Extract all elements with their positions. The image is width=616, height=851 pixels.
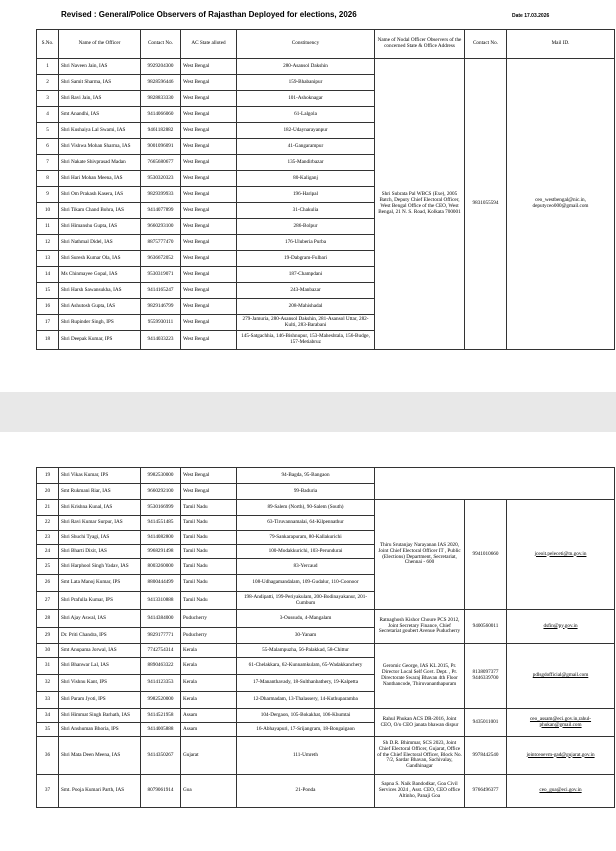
constituency-cell: 63-Tiruvannamalai, 64-Kilpennathur xyxy=(237,516,375,531)
serial-number-cell: 36 xyxy=(37,737,59,775)
serial-number-cell: 5 xyxy=(37,123,59,139)
officer-name-cell: Shri Vishnu Kant, IPS xyxy=(59,675,141,692)
constituency-cell: 101-Ashoknagar xyxy=(237,91,375,107)
nodal-officer-cell: Shri Subrata Pal WBCS (Exe), 2005 Batch, Deputy Chief Electoral Officer, West Bengal Office of the CEO, West Bengal, 21 N. S. Road, Kolkata 700001 xyxy=(375,59,465,350)
constituency-cell: 135-Mandirbazar xyxy=(237,155,375,171)
constituency-cell: 176-Uluberia Purba xyxy=(237,235,375,251)
constituency-cell: 108-Udhagamandalam, 109-Gudalur, 110-Coonoor xyxy=(237,575,375,592)
serial-number-cell: 32 xyxy=(37,675,59,692)
serial-number-cell: 34 xyxy=(37,709,59,723)
officer-contact-cell: 9559930111 xyxy=(141,315,181,331)
officer-name-cell: Shri Harphool Singh Yadav, IAS xyxy=(59,559,141,575)
officer-name-cell: Smt Rukmani Riar, IAS xyxy=(59,484,141,500)
nodal-contact-cell: 9435011001 xyxy=(465,709,507,737)
serial-number-cell: 24 xyxy=(37,545,59,559)
officer-contact-cell: 9660292100 xyxy=(141,484,181,500)
nodal-mail-cell: jointceoevm-gad@gujarat.gov.in xyxy=(507,737,615,775)
state-cell: West Bengal xyxy=(181,139,237,155)
table-row xyxy=(37,775,615,808)
officer-name-cell: Shri Ashutosh Gupta, IAS xyxy=(59,299,141,315)
officer-name-cell: Shri Vishwa Mohan Sharma, IAS xyxy=(59,139,141,155)
state-cell: West Bengal xyxy=(181,331,237,350)
nodal-officer-cell: Geromic George, IAS KL 2015, Pr. Director Local Self Govt. Dept. , Pr. Directorate Swaraj Bhavan 4th Floor Nanthancode, Thiruvananthapuram xyxy=(375,644,465,709)
serial-number-cell: 13 xyxy=(37,251,59,267)
serial-number-cell: 29 xyxy=(37,628,59,644)
officer-name-cell: Ms Chinmayee Gopal, IAS xyxy=(59,267,141,283)
state-cell: Puducherry xyxy=(181,610,237,628)
officer-contact-cell: 9414077899 xyxy=(141,203,181,219)
serial-number-cell: 22 xyxy=(37,516,59,531)
state-cell: West Bengal xyxy=(181,251,237,267)
state-cell: Kerala xyxy=(181,658,237,675)
nodal-officer-cell: Sapna S. Naik Bandodkar, Goa Civil Services 2024 , Asst. CEO, CEO office Altinho, Panaji Goa xyxy=(375,775,465,808)
officer-contact-cell: 8003260000 xyxy=(141,559,181,575)
officer-name-cell: Shri Harsh Sawansukha, IAS xyxy=(59,283,141,299)
serial-number-cell: 14 xyxy=(37,267,59,283)
officer-contact-cell: 9929204300 xyxy=(141,59,181,75)
officer-contact-cell: 8875777470 xyxy=(141,235,181,251)
officer-name-cell: Smt. Pooja Kumari Parth, IAS xyxy=(59,775,141,808)
state-cell: Tamil Nadu xyxy=(181,575,237,592)
serial-number-cell: 6 xyxy=(37,139,59,155)
serial-number-cell: 4 xyxy=(37,107,59,123)
officer-name-cell: Shri Shuchi Tyagi, IAS xyxy=(59,531,141,545)
serial-number-cell: 20 xyxy=(37,484,59,500)
officer-contact-cell: 9530320323 xyxy=(141,171,181,187)
constituency-cell: 99-Baduria xyxy=(237,484,375,500)
state-cell: West Bengal xyxy=(181,235,237,251)
officer-name-cell: Shri Anshuman Bhoria, IPS xyxy=(59,723,141,737)
officer-name-cell: Shri Param Jyoti, IPS xyxy=(59,692,141,709)
state-cell: West Bengal xyxy=(181,91,237,107)
officer-contact-cell: 9414005888 xyxy=(141,723,181,737)
constituency-cell: 55-Malampuzha, 56-Palakkad, 58-Chittur xyxy=(237,644,375,658)
constituency-cell: 17-Mananthavady, 18-Sulthanbathery, 19-Kalpetta xyxy=(237,675,375,692)
state-cell: West Bengal xyxy=(181,75,237,91)
constituency-cell: 83-Yercaud xyxy=(237,559,375,575)
officer-name-cell: Shri Bhanwar Lal, IAS xyxy=(59,658,141,675)
serial-number-cell: 2 xyxy=(37,75,59,91)
officer-name-cell: Shri Mata Deen Meena, IAS xyxy=(59,737,141,775)
officer-name-cell: Shri Suresh Kumar Ola, IAS xyxy=(59,251,141,267)
constituency-cell: 286-Bolpur xyxy=(237,219,375,235)
officer-contact-cell: 9414066060 xyxy=(141,107,181,123)
column-header: Name of the Officer xyxy=(59,30,141,59)
state-cell: Kerala xyxy=(181,675,237,692)
serial-number-cell: 31 xyxy=(37,658,59,675)
officer-name-cell: Shri Deepak Kumar, IPS xyxy=(59,331,141,350)
officer-contact-cell: 9530166999 xyxy=(141,500,181,516)
nodal-officer-cell: Ratnaghosh Kishor Choure PCS 2012, Joint Secretary Finance, Chief Secretariat goubert Avenue Puducherry xyxy=(375,610,465,644)
table-header-row xyxy=(37,30,615,59)
column-header: Contact No. xyxy=(141,30,181,59)
table-row xyxy=(37,468,615,484)
officer-name-cell: Shri Rupinder Singh, IPS xyxy=(59,315,141,331)
serial-number-cell: 18 xyxy=(37,331,59,350)
state-cell: Gujarat xyxy=(181,737,237,775)
table-row xyxy=(37,500,615,516)
constituency-cell: 41-Gangarampur xyxy=(237,139,375,155)
officer-contact-cell: 9414165247 xyxy=(141,283,181,299)
serial-number-cell: 27 xyxy=(37,592,59,610)
constituency-cell: 80-Kaliganj xyxy=(237,171,375,187)
officer-contact-cell: 9828596446 xyxy=(141,75,181,91)
officer-name-cell: Smt Anandhi, IAS xyxy=(59,107,141,123)
nodal-officer-cell: Sh D.R. Bhimmar, SCS 2023, Joint Chief Electoral Officer, Gujarat, Office of the Chief Electoral Officer, Block No. 7/2, Sardar Bhavan, Sachivalay, Gandhinagar xyxy=(375,737,465,775)
serial-number-cell: 16 xyxy=(37,299,59,315)
constituency-cell: 100-Modakkurichi, 103-Perundurai xyxy=(237,545,375,559)
officer-contact-cell: 9414350267 xyxy=(141,737,181,775)
state-cell: Goa xyxy=(181,775,237,808)
table-row xyxy=(37,59,615,75)
serial-number-cell: 10 xyxy=(37,203,59,219)
state-cell: West Bengal xyxy=(181,267,237,283)
officer-name-cell: Shri Ravi Jain, IAS xyxy=(59,91,141,107)
officer-name-cell: Smt Lata Manoj Kumar, IPS xyxy=(59,575,141,592)
constituency-cell: 182-Udaynarayanpur xyxy=(237,123,375,139)
constituency-cell: 104-Dergaon, 105-Bokakhat, 106-Khumtai xyxy=(237,709,375,723)
state-cell: Kerala xyxy=(181,644,237,658)
officer-contact-cell: 8800444499 xyxy=(141,575,181,592)
officer-contact-cell: 9829399933 xyxy=(141,187,181,203)
serial-number-cell: 30 xyxy=(37,644,59,658)
officer-contact-cell: 9982520000 xyxy=(141,692,181,709)
state-cell: Tamil Nadu xyxy=(181,500,237,516)
nodal-officer-cell: Thiru Srutanjay Narayanan IAS 2020, Joint Chief Electoral Officer IT , Public (Elections) Department, Secretariat, Chennai - 600 xyxy=(375,500,465,610)
constituency-cell: 3-Oussudu, 4-Mangalam xyxy=(237,610,375,628)
officer-name-cell: Shri Himmat Singh Barhath, IAS xyxy=(59,709,141,723)
document-title: Revised : General/Police Observers of Rajasthan Deployed for elections, 2026 xyxy=(61,10,357,19)
observers-table-page-2 xyxy=(36,467,615,808)
constituency-cell: 79-Sankarapuram, 80-Kallakurichi xyxy=(237,531,375,545)
column-header: Contact No. xyxy=(465,30,507,59)
officer-contact-cell: 9414521958 xyxy=(141,709,181,723)
column-header: Mail ID. xyxy=(507,30,615,59)
officer-contact-cell: 9461182882 xyxy=(141,123,181,139)
table-row xyxy=(37,709,615,723)
serial-number-cell: 19 xyxy=(37,468,59,484)
nodal-mail-cell: jceoit.peleceti@tn.gov.in xyxy=(507,500,615,610)
officer-contact-cell: 9414123353 xyxy=(141,675,181,692)
officer-name-cell: Shri Ajay Aswal, IAS xyxy=(59,610,141,628)
nodal-mail-cell: dsfin@py.gov.in xyxy=(507,610,615,644)
officer-contact-cell: 7742754314 xyxy=(141,644,181,658)
serial-number-cell: 12 xyxy=(37,235,59,251)
constituency-cell: 279-Jamuria, 280-Asansol Dakshin, 281-Asansol Uttar, 282-Kulti, 283-Barabani xyxy=(237,315,375,331)
constituency-cell: 61-Chelakkara, 62-Kunnamkulam, 65-Wadakkanchery xyxy=(237,658,375,675)
constituency-cell: 280-Asansol Dakshin xyxy=(237,59,375,75)
officer-contact-cell: 9660293100 xyxy=(141,219,181,235)
document-header xyxy=(0,0,616,29)
serial-number-cell: 11 xyxy=(37,219,59,235)
state-cell: West Bengal xyxy=(181,468,237,484)
officer-contact-cell: 9413310888 xyxy=(141,592,181,610)
column-header: Name of Nodal Officer Observers of the concerned State & Office Address xyxy=(375,30,465,59)
nodal-blank-cell xyxy=(375,468,615,500)
officer-contact-cell: 8079061914 xyxy=(141,775,181,808)
column-header: AC State alloted xyxy=(181,30,237,59)
officer-name-cell: Shri Hari Mohan Meena, IAS xyxy=(59,171,141,187)
officer-contact-cell: 9968291498 xyxy=(141,545,181,559)
document-page-2 xyxy=(0,432,616,851)
officer-contact-cell: 9001096091 xyxy=(141,139,181,155)
nodal-contact-cell: 8138097377 9446339700 xyxy=(465,644,507,709)
officer-name-cell: Shri Nathmal Didel, IAS xyxy=(59,235,141,251)
state-cell: West Bengal xyxy=(181,219,237,235)
serial-number-cell: 37 xyxy=(37,775,59,808)
state-cell: Assam xyxy=(181,709,237,723)
state-cell: West Bengal xyxy=(181,59,237,75)
state-cell: Tamil Nadu xyxy=(181,545,237,559)
serial-number-cell: 7 xyxy=(37,155,59,171)
officer-contact-cell: 9982530000 xyxy=(141,468,181,484)
officer-name-cell: Dr. Priti Chandra, IPS xyxy=(59,628,141,644)
officer-name-cell: Shri Samit Sharma, IAS xyxy=(59,75,141,91)
constituency-cell: 61-Lalgola xyxy=(237,107,375,123)
constituency-cell: 111-Umreth xyxy=(237,737,375,775)
constituency-cell: 12-Dharmadam, 13-Thalassery, 14-Kuthuparamba xyxy=(237,692,375,709)
constituency-cell: 89-Salem (North), 90-Salem (South) xyxy=(237,500,375,516)
document-date: Date 17.03.2026 xyxy=(512,13,550,19)
table-row xyxy=(37,737,615,775)
document-page-1 xyxy=(0,0,616,392)
officer-name-cell: Shri Vikas Kumar, IPS xyxy=(59,468,141,484)
state-cell: Puducherry xyxy=(181,628,237,644)
officer-name-cell: Shri Kushaiya Lal Swami, IAS xyxy=(59,123,141,139)
table-row xyxy=(37,644,615,658)
constituency-cell: 94-Bagda, 95-Bangaon xyxy=(237,468,375,484)
nodal-mail-cell: ceo_westbengal@nic.in, deputyceo000@gmail.com xyxy=(507,59,615,350)
constituency-cell: 196-Haripal xyxy=(237,187,375,203)
state-cell: West Bengal xyxy=(181,171,237,187)
officer-contact-cell: 9414082800 xyxy=(141,531,181,545)
state-cell: West Bengal xyxy=(181,155,237,171)
officer-contact-cell: 9414384000 xyxy=(141,610,181,628)
constituency-cell: 31-Chakulia xyxy=(237,203,375,219)
state-cell: West Bengal xyxy=(181,315,237,331)
officer-contact-cell: 9636672052 xyxy=(141,251,181,267)
officer-name-cell: Shri Naveen Jain, IAS xyxy=(59,59,141,75)
constituency-cell: 21-Ponda xyxy=(237,775,375,808)
constituency-cell: 187-Champdani xyxy=(237,267,375,283)
officer-contact-cell: 7665680677 xyxy=(141,155,181,171)
constituency-cell: 159-Bhabanipur xyxy=(237,75,375,91)
state-cell: West Bengal xyxy=(181,283,237,299)
constituency-cell: 243-Manbazar xyxy=(237,283,375,299)
constituency-cell: 19-Dabgram-Fulbari xyxy=(237,251,375,267)
nodal-contact-cell: 9831055594 xyxy=(465,59,507,350)
serial-number-cell: 28 xyxy=(37,610,59,628)
state-cell: West Bengal xyxy=(181,203,237,219)
state-cell: Tamil Nadu xyxy=(181,531,237,545)
column-header: Constituency xyxy=(237,30,375,59)
officer-name-cell: Shri Nakate Shivprasad Madan xyxy=(59,155,141,171)
serial-number-cell: 23 xyxy=(37,531,59,545)
nodal-mail-cell: ceo_assam@eci.gov.in,rahul-phukan@gmail.com xyxy=(507,709,615,737)
constituency-cell: 198-Andipatti, 199-Periyakulam, 200-Bodinayakanur, 201-Cumbum xyxy=(237,592,375,610)
serial-number-cell: 17 xyxy=(37,315,59,331)
officer-contact-cell: 9414551485 xyxy=(141,516,181,531)
officer-name-cell: Shri Ravi Kumar Surpur, IAS xyxy=(59,516,141,531)
state-cell: Tamil Nadu xyxy=(181,559,237,575)
nodal-contact-cell: 9941010660 xyxy=(465,500,507,610)
column-header: S.No. xyxy=(37,30,59,59)
state-cell: West Bengal xyxy=(181,107,237,123)
state-cell: West Bengal xyxy=(181,484,237,500)
officer-contact-cell: 9828833330 xyxy=(141,91,181,107)
officer-name-cell: Shri Krishna Kunal, IAS xyxy=(59,500,141,516)
officer-name-cell: Shri Prafulla Kumar, IPS xyxy=(59,592,141,610)
serial-number-cell: 25 xyxy=(37,559,59,575)
state-cell: Kerala xyxy=(181,692,237,709)
serial-number-cell: 8 xyxy=(37,171,59,187)
nodal-contact-cell: 9766496377 xyxy=(465,775,507,808)
state-cell: West Bengal xyxy=(181,187,237,203)
officer-name-cell: Smt Anupama Jorwal, IAS xyxy=(59,644,141,658)
constituency-cell: 16-Abhayapuri, 17-Srijangram, 18-Bongaigaon xyxy=(237,723,375,737)
nodal-contact-cell: 9400560011 xyxy=(465,610,507,644)
serial-number-cell: 33 xyxy=(37,692,59,709)
state-cell: West Bengal xyxy=(181,123,237,139)
state-cell: Tamil Nadu xyxy=(181,592,237,610)
serial-number-cell: 26 xyxy=(37,575,59,592)
officer-contact-cell: 9829177771 xyxy=(141,628,181,644)
officer-name-cell: Shri Tikam Chand Bohra, IAS xyxy=(59,203,141,219)
serial-number-cell: 3 xyxy=(37,91,59,107)
officer-name-cell: Shri Bharti Dixit, IAS xyxy=(59,545,141,559)
constituency-cell: 145-Satgachhia, 146-Bishnupur, 153-Maheshtala, 156-Budge, 157-Metiabruz xyxy=(237,331,375,350)
observers-table-page-1 xyxy=(36,29,615,350)
nodal-mail-cell: ceo_goa@eci.gov.in xyxy=(507,775,615,808)
serial-number-cell: 15 xyxy=(37,283,59,299)
state-cell: Tamil Nadu xyxy=(181,516,237,531)
constituency-cell: 208-Mahishadal xyxy=(237,299,375,315)
serial-number-cell: 35 xyxy=(37,723,59,737)
state-cell: West Bengal xyxy=(181,299,237,315)
serial-number-cell: 21 xyxy=(37,500,59,516)
officer-contact-cell: 9530319071 xyxy=(141,267,181,283)
table-row xyxy=(37,610,615,628)
officer-contact-cell: 9414033223 xyxy=(141,331,181,350)
officer-name-cell: Shri Himanshu Gupta, IAS xyxy=(59,219,141,235)
officer-contact-cell: 8890463322 xyxy=(141,658,181,675)
serial-number-cell: 1 xyxy=(37,59,59,75)
serial-number-cell: 9 xyxy=(37,187,59,203)
state-cell: Assam xyxy=(181,723,237,737)
nodal-officer-cell: Rahul Phukan ACS DR-2016, Joint CEO, O/o CEO janata bhawan dispur xyxy=(375,709,465,737)
officer-contact-cell: 9829146799 xyxy=(141,299,181,315)
constituency-cell: 30-Yanam xyxy=(237,628,375,644)
officer-name-cell: Shri Om Prakash Kasera, IAS xyxy=(59,187,141,203)
nodal-contact-cell: 9978442540 xyxy=(465,737,507,775)
nodal-mail-cell: pdlsgdofficial@gmail.com xyxy=(507,644,615,709)
